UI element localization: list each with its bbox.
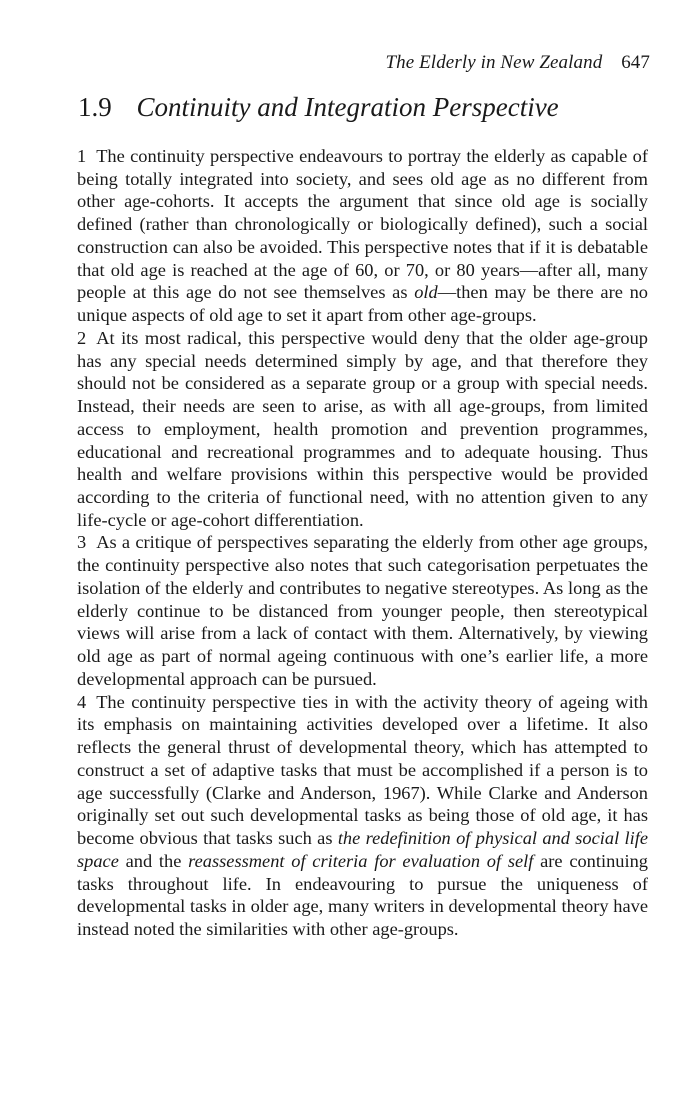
paragraph-text: The continuity perspective endeavours to portray the elderly as capable of being totally integrated into society, and sees old age as no different from other age-cohorts. It accepts the argument that since old age is socially defined (rather than chronologically or biologically defined), such a social construction can also be avoided. This perspective notes that if it is debatable that old age is reached at the age of 60, or 70, or 80 years—after all, many people at this age do not see themselves as	[77, 146, 648, 303]
paragraph-2	[77, 327, 648, 532]
section-heading	[78, 92, 559, 123]
paragraph-1	[77, 145, 648, 327]
paragraph-text: The continuity perspective ties in with the activity theory of ageing with its emphasis on maintaining activities developed over a lifetime. It also reflects the general thrust of developmental theory, which has attempted to construct a set of adaptive tasks that must be accomplished if a person is to age successfully (Clarke and Anderson, 1967). While Clarke and Anderson originally set out such developmental tasks as being those of old age, it has become obvious that tasks such as	[77, 691, 648, 849]
paragraph-number: 4	[77, 691, 87, 712]
paragraph-text: As a critique of perspectives separating the elderly from other age groups, the continuity perspective also notes that such categorisation perpetuates the isolation of the elderly and contributes to negative stereotypes. As long as the elderly continue to be distanced from younger people, then stereotypical views will arise from a lack of contact with them. Alternatively, by viewing old age as part of normal ageing continuous with one’s earlier life, a more developmental approach can be pursued.	[77, 532, 648, 689]
paragraph-number: 1	[77, 146, 87, 166]
section-title: Continuity and Integration Perspective	[136, 92, 559, 122]
paragraph-number: 3	[77, 532, 87, 553]
paragraph-4	[77, 691, 648, 941]
paragraph-emphasis: the redefinition of physical and social life space	[77, 828, 648, 871]
page-number: 647	[621, 52, 650, 73]
paragraph-number: 2	[77, 327, 87, 348]
section-number: 1.9	[78, 92, 112, 122]
paragraph-emphasis: reassessment of criteria for evaluation of self	[188, 850, 534, 871]
body-text	[77, 145, 648, 941]
paragraph-text: and the	[118, 850, 189, 871]
paragraph-3	[77, 531, 648, 690]
running-head	[385, 52, 650, 74]
paragraph-text: —then may be there are no unique aspects of old age to set it apart from other age-groups.	[77, 282, 648, 326]
paragraph-text: At its most radical, this perspective would deny that the older age-group has any special needs determined simply by age, and that therefore they should not be considered as a separate group or a group with special needs. Instead, their needs are seen to arise, as with all age-groups, from limited access to employment, health promotion and prevention programmes, educational and recreational programmes and to adequate housing. Thus health and welfare provisions within this perspective would be provided according to the criteria of functional need, with no attention given to any life-cycle or age-cohort differentiation.	[77, 327, 648, 530]
running-head-title: The Elderly in New Zealand	[385, 52, 603, 73]
paragraph-text: are continuing tasks throughout life. In endeavouring to pursue the uniqueness of developmental tasks in older age, many writers in developmental theory have instead noted the similarities with other age-groups.	[77, 850, 648, 939]
paragraph-emphasis: old	[414, 282, 438, 303]
